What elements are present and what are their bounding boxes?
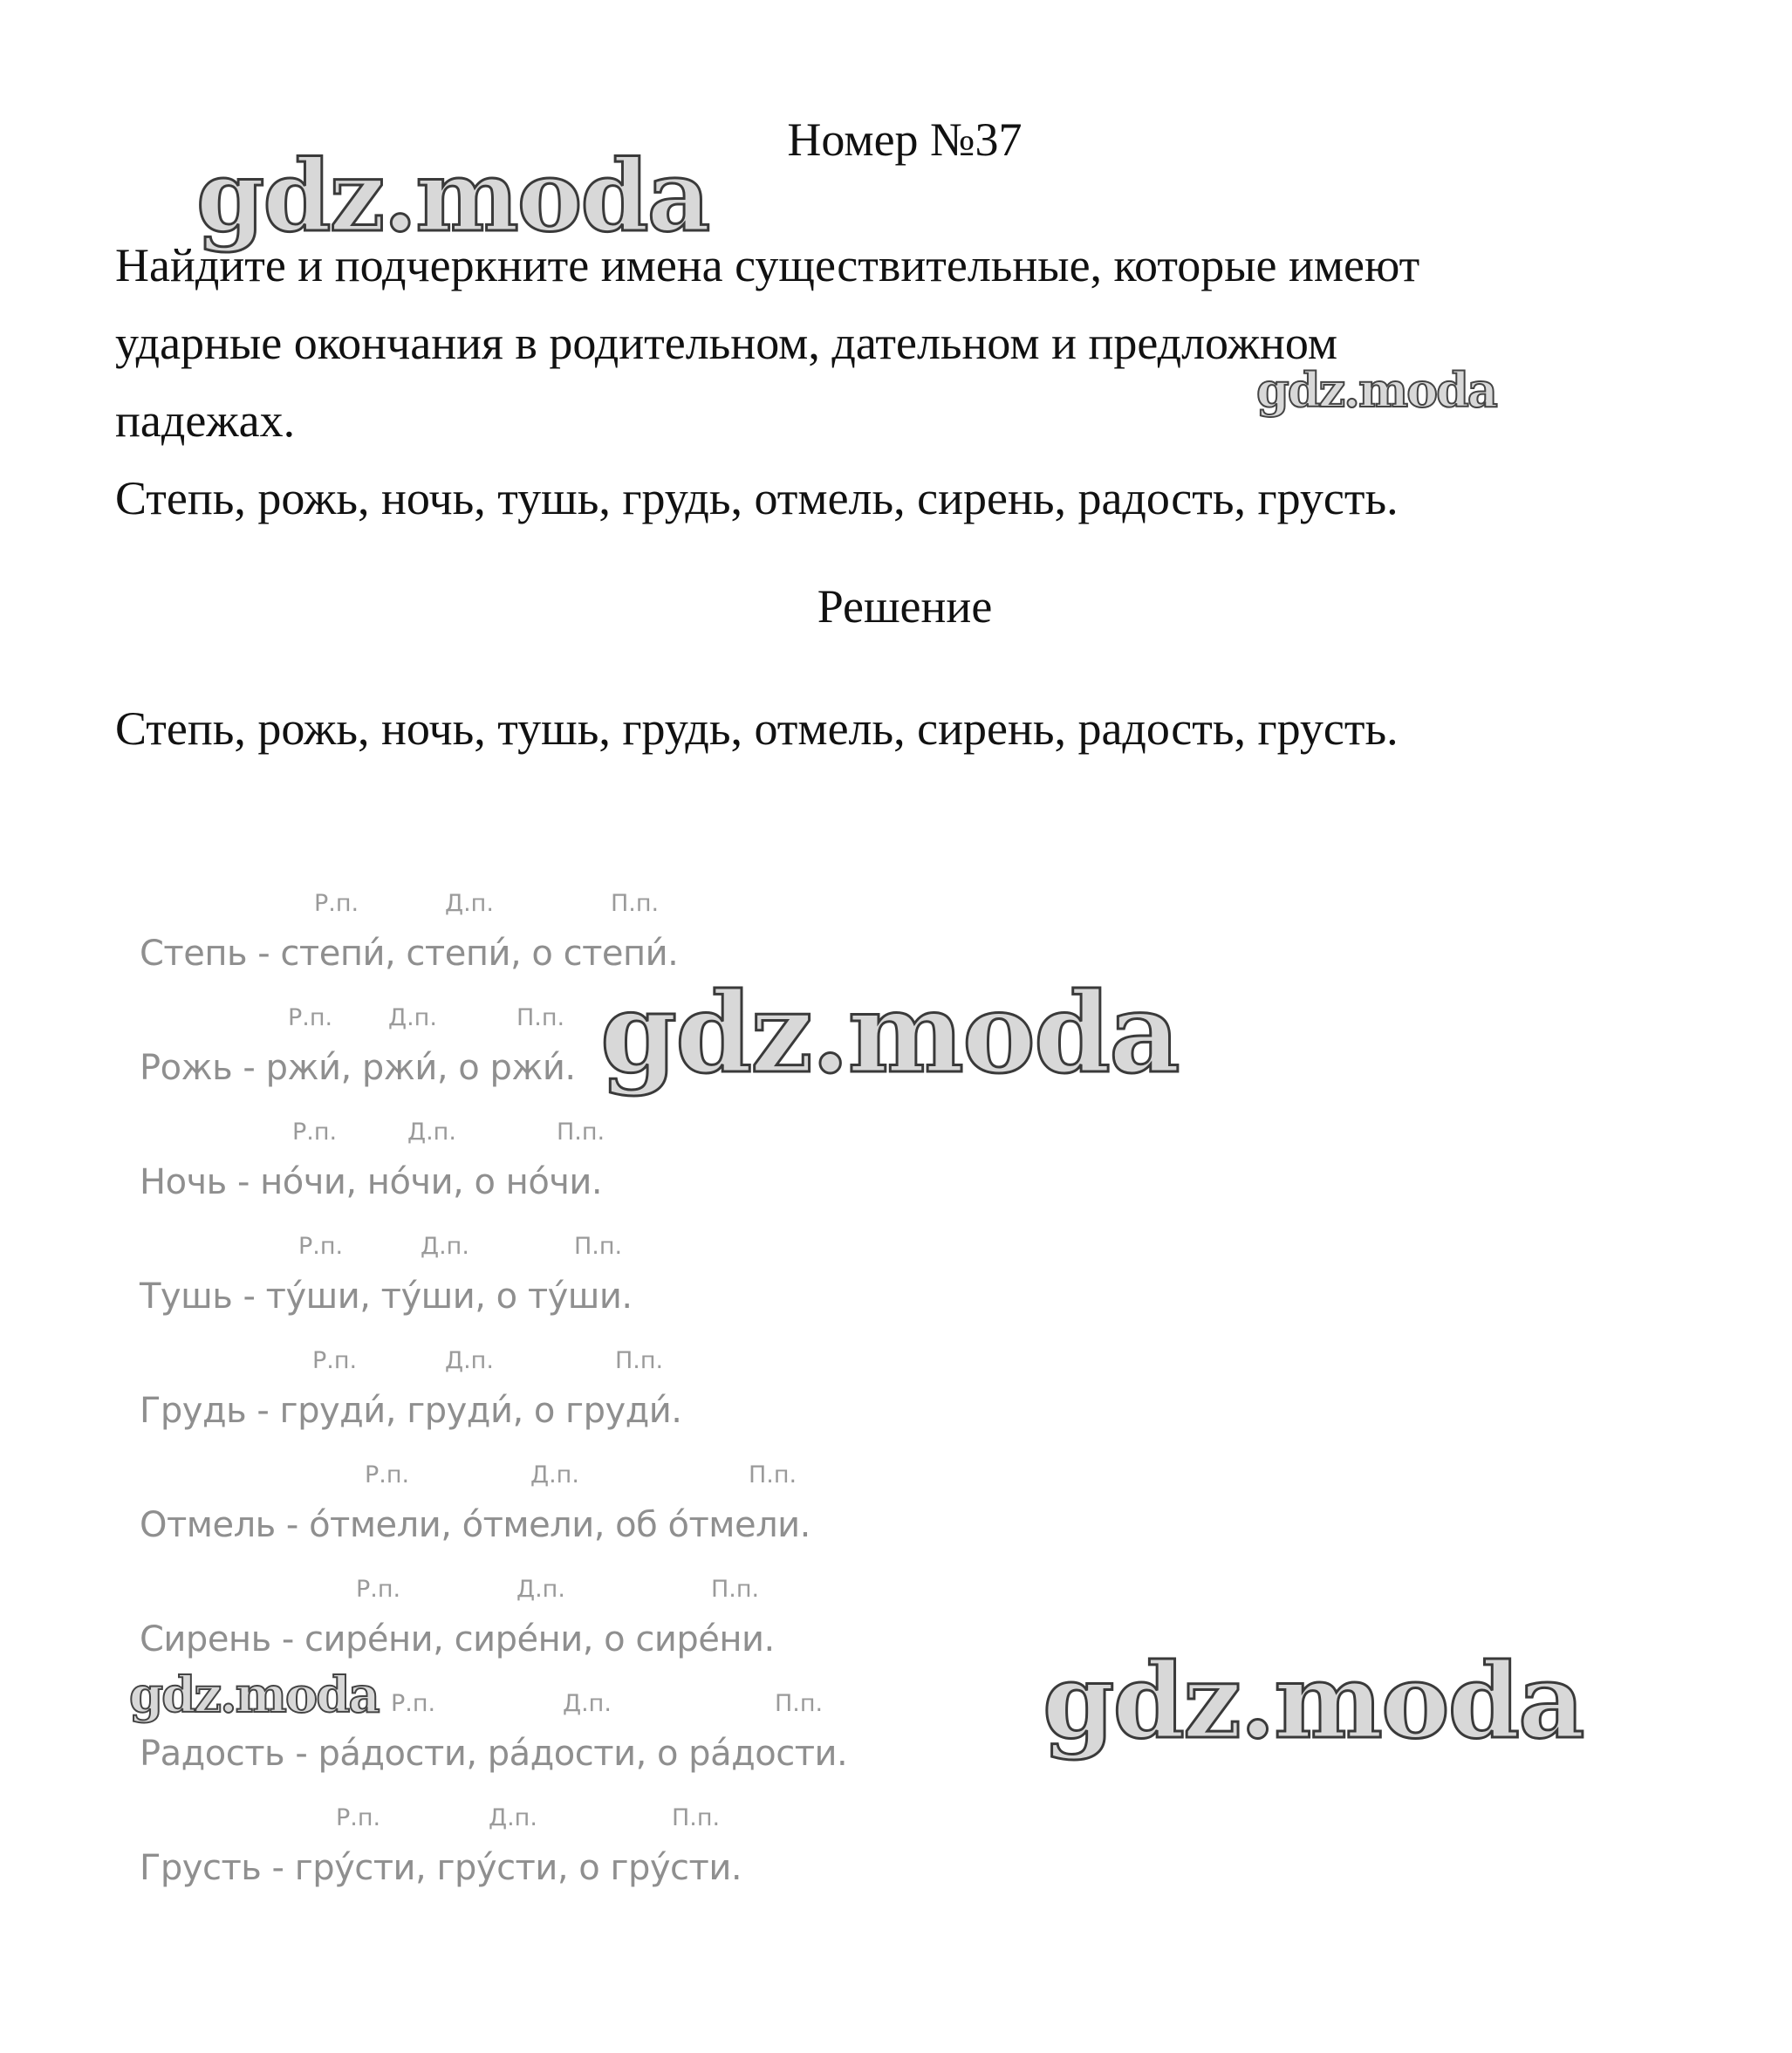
case-labels (140, 1804, 1012, 1834)
case-label-dative: Д.п. (388, 1004, 437, 1031)
case-labels (140, 1576, 1012, 1605)
task-word-list: Степь, рожь, ночь, тушь, грудь, отмель, сирень, радость, грусть. (115, 472, 1399, 524)
declension-forms: Сирень - сире́ни, сире́ни, о сире́ни. (140, 1619, 775, 1660)
case-label-genitive: Р.п. (288, 1004, 333, 1031)
page-title: Номер №37 (787, 113, 1023, 166)
case-label-genitive: Р.п. (365, 1461, 410, 1488)
watermark-logo: gdz.moda (1256, 362, 1496, 418)
watermark-logo: gdz.moda (196, 140, 709, 254)
declension-forms: Тушь - ту́ши, ту́ши, о ту́ши. (140, 1276, 633, 1317)
declension-forms: Степь - степи́, степи́, о степи́. (140, 934, 679, 974)
case-label-prepositional: П.п. (711, 1576, 760, 1603)
watermark-logo: gdz.moda (1043, 1640, 1583, 1762)
declension-entry-siren (140, 1576, 1012, 1680)
case-labels (140, 1233, 1012, 1263)
declension-forms: Радость - ра́дости, ра́дости, о ра́дости. (140, 1734, 848, 1774)
case-label-dative: Д.п. (516, 1576, 565, 1603)
solution-word-list: Степь, рожь, ночь, тушь, грудь, отмель, сирень, радость, грусть. (115, 702, 1399, 755)
case-label-prepositional: П.п. (615, 1347, 664, 1374)
declension-entry-grust (140, 1804, 1012, 1909)
declension-forms: Грусть - гру́сти, гру́сти, о гру́сти. (140, 1848, 742, 1888)
task-line: ударные окончания в родительном, дательном и предложном (115, 317, 1338, 369)
watermark-logo: gdz.moda (600, 968, 1179, 1098)
case-labels (140, 890, 1012, 920)
case-label-prepositional: П.п. (557, 1119, 605, 1146)
case-label-dative: Д.п. (407, 1119, 456, 1146)
declension-forms: Рожь - ржи́, ржи́, о ржи́. (140, 1048, 576, 1088)
declension-forms: Ночь - но́чи, но́чи, о но́чи. (140, 1162, 603, 1202)
declension-entry-otmel (140, 1461, 1012, 1566)
case-label-dative: Д.п. (563, 1690, 612, 1717)
case-label-prepositional: П.п. (611, 890, 660, 917)
case-label-dative: Д.п. (421, 1233, 469, 1260)
case-label-genitive: Р.п. (391, 1690, 436, 1717)
declension-forms: Отмель - о́тмели, о́тмели, об о́тмели. (140, 1505, 811, 1545)
case-labels (140, 1119, 1012, 1148)
case-labels (140, 1347, 1012, 1377)
case-label-prepositional: П.п. (749, 1461, 797, 1488)
case-label-dative: Д.п. (530, 1461, 579, 1488)
declension-entry-noch (140, 1119, 1012, 1223)
task-line: падежах. (115, 394, 296, 447)
case-label-dative: Д.п. (489, 1804, 537, 1831)
case-label-genitive: Р.п. (336, 1804, 381, 1831)
case-labels (140, 1461, 1012, 1491)
case-label-prepositional: П.п. (574, 1233, 623, 1260)
case-label-genitive: Р.п. (312, 1347, 358, 1374)
declension-entry-grud (140, 1347, 1012, 1452)
case-label-prepositional: П.п. (672, 1804, 721, 1831)
declension-forms: Грудь - груди́, груди́, о груди́. (140, 1391, 682, 1431)
case-label-dative: Д.п. (445, 890, 494, 917)
declension-entry-tush (140, 1233, 1012, 1338)
watermark-logo: gdz.moda (129, 1666, 379, 1724)
solution-title: Решение (817, 580, 993, 633)
case-label-genitive: Р.п. (292, 1119, 338, 1146)
case-label-genitive: Р.п. (356, 1576, 401, 1603)
case-label-prepositional: П.п. (516, 1004, 565, 1031)
task-line: Найдите и подчеркните имена существительные, которые имеют (115, 239, 1420, 291)
case-label-prepositional: П.п. (775, 1690, 824, 1717)
case-label-dative: Д.п. (445, 1347, 494, 1374)
case-label-genitive: Р.п. (314, 890, 359, 917)
case-label-genitive: Р.п. (298, 1233, 344, 1260)
